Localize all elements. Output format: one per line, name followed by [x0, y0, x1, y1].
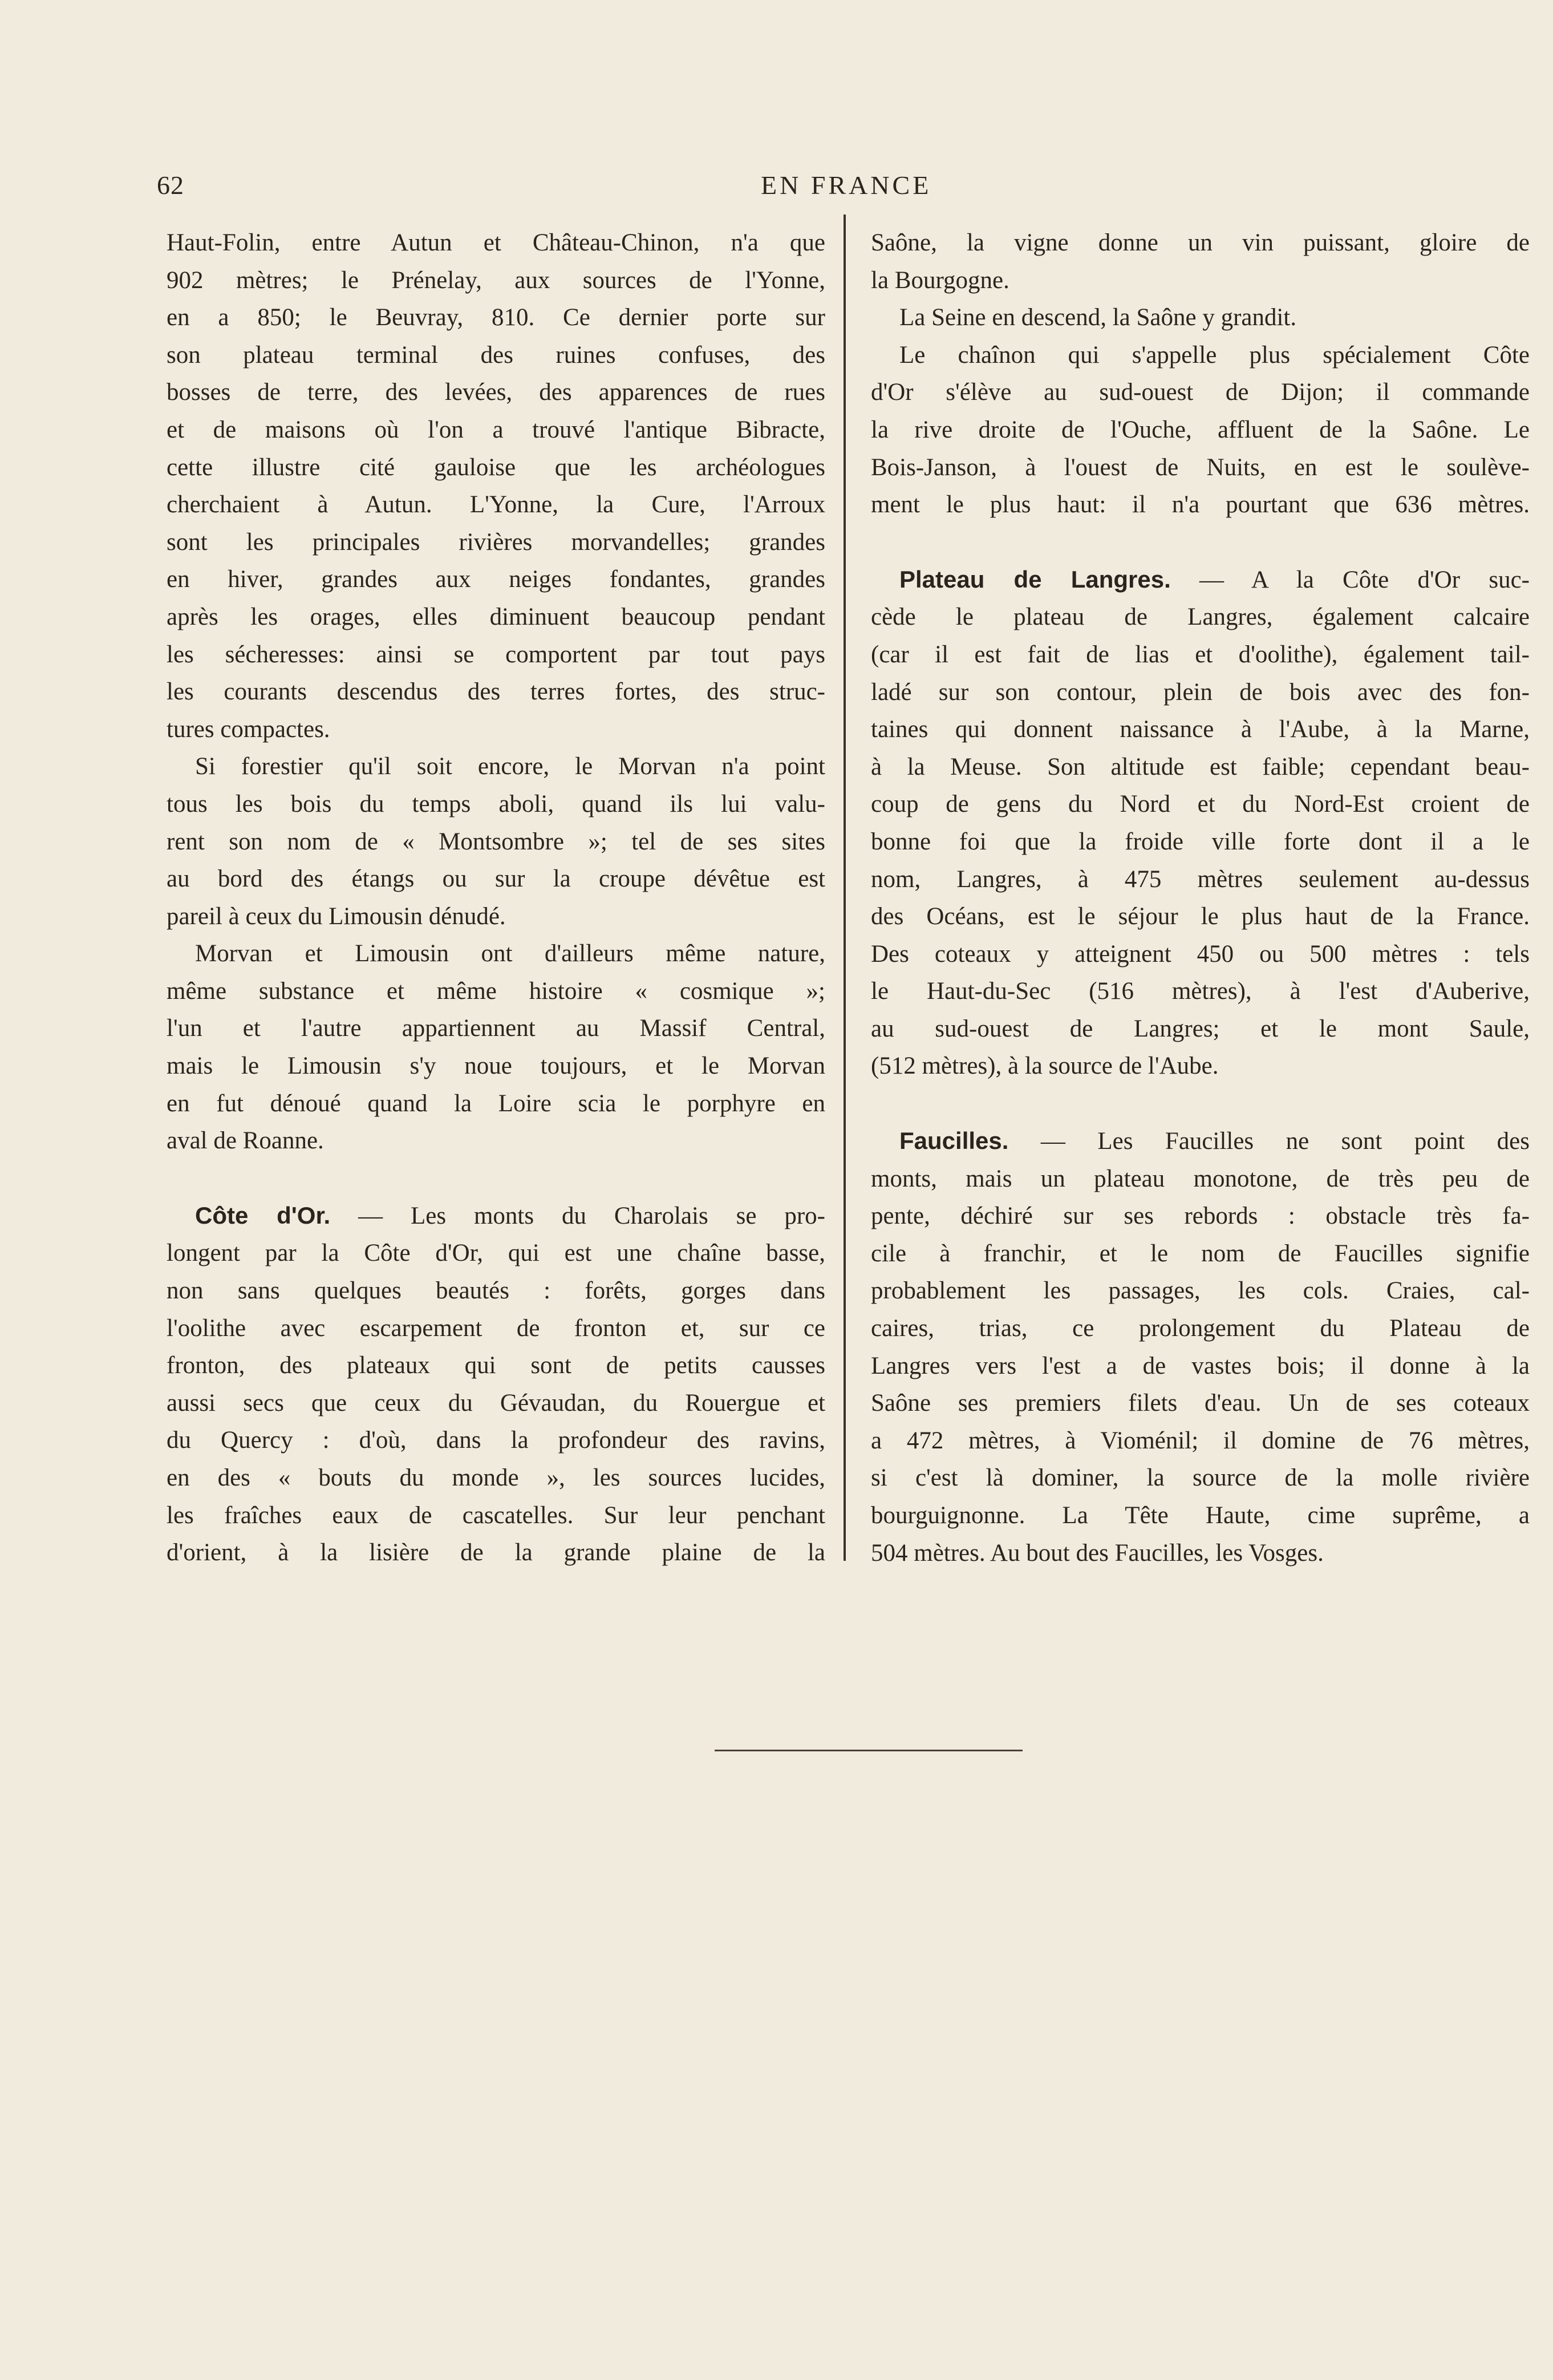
text-line: en a 850; le Beuvray, 810. Ce dernier porte sur [167, 304, 825, 331]
text-line: Bois-Janson, à l'ouest de Nuits, en est le soulève- [871, 454, 1530, 481]
page-number: 62 [157, 171, 184, 200]
text-line: rent son nom de « Montsombre »; tel de ses sites [167, 828, 825, 855]
text-line: Le chaînon qui s'appelle plus spécialement Côte [899, 341, 1530, 369]
text-line: du Quercy : d'où, dans la profondeur des ravins, [167, 1427, 825, 1454]
text-line: longent par la Côte d'Or, qui est une chaîne basse, [167, 1240, 825, 1267]
left-column [167, 224, 825, 1572]
text-line: bonne foi que la froide ville forte dont il a le [871, 828, 1530, 855]
section-line [167, 1197, 825, 1235]
section-line [871, 561, 1530, 599]
text-line: La Seine en descend, la Saône y grandit. [899, 304, 1297, 331]
text-line: 504 mètres. Au bout des Faucilles, les Vosges. [871, 1539, 1324, 1567]
text-line: aval de Roanne. [167, 1127, 324, 1155]
text-line: en fut dénoué quand la Loire scia le porphyre en [167, 1090, 825, 1117]
text-line: a 472 mètres, à Vioménil; il domine de 76 mètres, [871, 1427, 1530, 1454]
text-line: taines qui donnent naissance à l'Aube, à la Marne, [871, 716, 1530, 743]
text-line: l'oolithe avec escarpement de fronton et, sur ce [167, 1314, 825, 1342]
text-line: au sud-ouest de Langres; et le mont Saule, [871, 1015, 1530, 1042]
text-line: Si forestier qu'il soit encore, le Morvan n'a point [195, 753, 825, 780]
text-line: son plateau terminal des ruines confuses, des [167, 341, 825, 369]
text-line: en des « bouts du monde », les sources lucides, [167, 1464, 825, 1491]
text-line: si c'est là dominer, la source de la molle rivière [871, 1464, 1530, 1492]
text-line: la Bourgogne. [871, 266, 1009, 294]
text-line: Morvan et Limousin ont d'ailleurs même nature, [195, 940, 825, 968]
text-line: caires, trias, ce prolongement du Plateau de [871, 1315, 1530, 1342]
text-line: et de maisons où l'on a trouvé l'antique Bibracte, [167, 416, 825, 443]
text-line: (512 mètres), à la source de l'Aube. [871, 1053, 1219, 1080]
text-line: nom, Langres, à 475 mètres seulement au-dessus [871, 865, 1530, 893]
section-heading-cote-dor: Côte d'Or. [195, 1201, 331, 1229]
text-line: non sans quelques beautés : forêts, gorges dans [167, 1277, 825, 1305]
text-line: les fraîches eaux de cascatelles. Sur leur penchant [167, 1501, 825, 1529]
text-line: Haut-Folin, entre Autun et Château-Chinon, n'a que [167, 229, 825, 256]
right-column [871, 224, 1530, 1572]
text-line: monts, mais un plateau monotone, de très peu de [871, 1165, 1530, 1192]
text-line: même substance et même histoire « cosmique »; [167, 977, 825, 1005]
text-line: coup de gens du Nord et du Nord-Est croient de [871, 791, 1530, 818]
column-divider [844, 214, 846, 1561]
text-line: tures compactes. [167, 715, 330, 743]
text-line: — A la Côte d'Or suc- [1199, 566, 1530, 593]
text-line: cherchaient à Autun. L'Yonne, la Cure, l'Arroux [167, 491, 825, 519]
text-line: le Haut-du-Sec (516 mètres), à l'est d'Auberive, [871, 978, 1530, 1005]
text-line: (car il est fait de lias et d'oolithe), également tail- [871, 641, 1530, 668]
text-line: cile à franchir, et le nom de Faucilles signifie [871, 1240, 1530, 1267]
text-line: pareil à ceux du Limousin dénudé. [167, 902, 506, 930]
text-line: les courants descendus des terres fortes, des struc- [167, 678, 825, 706]
text-line: ment le plus haut: il n'a pourtant que 636 mètres. [871, 491, 1530, 519]
text-line: ladé sur son contour, plein de bois avec des fon- [871, 678, 1530, 706]
text-line: en hiver, grandes aux neiges fondantes, grandes [167, 566, 825, 593]
text-line: cède le plateau de Langres, également calcaire [871, 604, 1530, 631]
text-line: Saône, la vigne donne un vin puissant, gloire de [871, 229, 1530, 256]
text-line: — Les monts du Charolais se pro- [358, 1202, 825, 1229]
footer-rule [715, 1750, 1023, 1751]
section-line [871, 1122, 1530, 1160]
text-line: d'Or s'élève au sud-ouest de Dijon; il commande [871, 379, 1530, 406]
text-line: après les orages, elles diminuent beaucoup pendant [167, 603, 825, 630]
text-line: à la Meuse. Son altitude est faible; cependant beau- [871, 753, 1530, 780]
running-title: EN FRANCE [761, 171, 932, 200]
text-line: des Océans, est le séjour le plus haut de la France. [871, 903, 1530, 930]
text-line: bourguignonne. La Tête Haute, cime suprême, a [871, 1502, 1530, 1529]
text-line: cette illustre cité gauloise que les archéologues [167, 454, 825, 481]
text-line: probablement les passages, les cols. Craies, cal- [871, 1277, 1530, 1305]
text-line: fronton, des plateaux qui sont de petits causses [167, 1352, 825, 1379]
text-line: au bord des étangs ou sur la croupe dévêtue est [167, 865, 825, 893]
section-heading-plateau-de-langres: Plateau de Langres. [899, 565, 1171, 593]
text-line: pente, déchiré sur ses rebords : obstacle très fa- [871, 1203, 1530, 1230]
text-line: aussi secs que ceux du Gévaudan, du Rouergue et [167, 1389, 825, 1416]
text-line: bosses de terre, des levées, des apparences de rues [167, 379, 825, 406]
text-line: l'un et l'autre appartiennent au Massif Central, [167, 1015, 825, 1042]
text-line: sont les principales rivières morvandelles; grandes [167, 528, 825, 556]
text-line: 902 mètres; le Prénelay, aux sources de l'Yonne, [167, 266, 825, 294]
text-line: Des coteaux y atteignent 450 ou 500 mètres : tels [871, 940, 1530, 968]
text-line: la rive droite de l'Ouche, affluent de la Saône. Le [871, 416, 1530, 443]
text-line: — Les Faucilles ne sont point des [1040, 1128, 1530, 1155]
section-heading-faucilles: Faucilles. [899, 1127, 1009, 1155]
text-line: Langres vers l'est a de vastes bois; il donne à la [871, 1352, 1530, 1379]
text-line: tous les bois du temps aboli, quand ils lui valu- [167, 790, 825, 817]
text-line: Saône ses premiers filets d'eau. Un de ses coteaux [871, 1390, 1530, 1417]
text-line: les sécheresses: ainsi se comportent par tout pays [167, 641, 825, 668]
text-line: d'orient, à la lisière de la grande plaine de la [167, 1539, 825, 1567]
text-line: mais le Limousin s'y noue toujours, et le Morvan [167, 1053, 825, 1080]
